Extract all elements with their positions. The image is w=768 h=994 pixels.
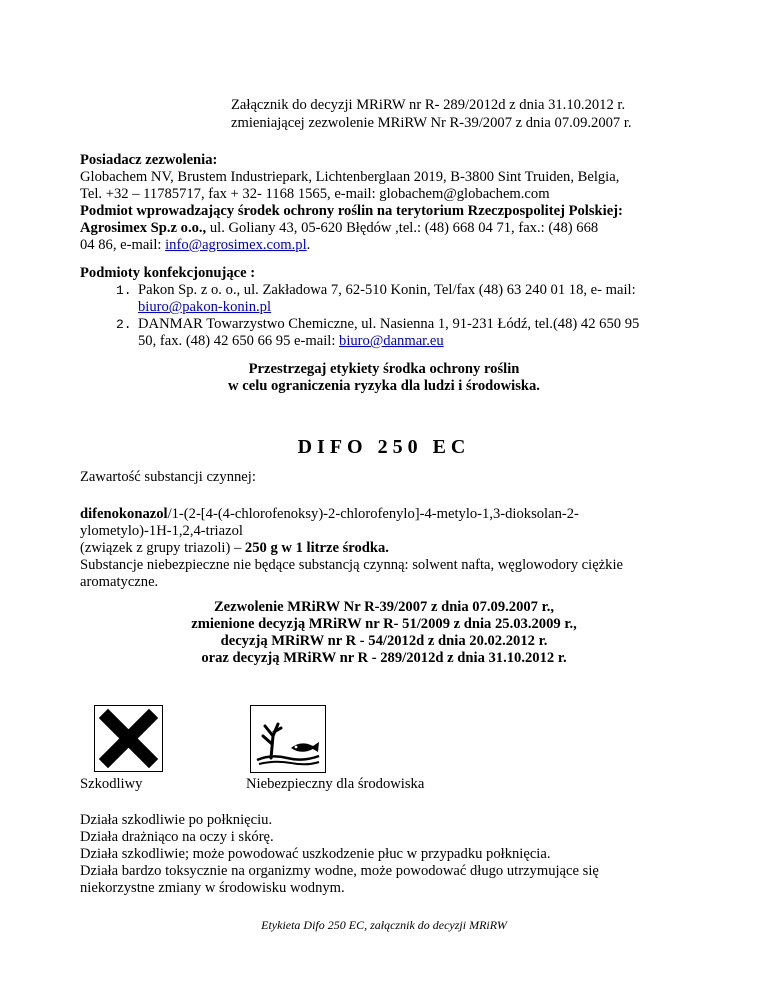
permit-line-1: Zezwolenie MRiRW Nr R-39/2007 z dnia 07.09.2007 r.,	[213, 599, 555, 615]
active-substance-amount: 250 g w 1 litrze środka.	[244, 540, 389, 556]
packager-1-email-link[interactable]: biuro@pakon-konin.pl	[138, 299, 272, 315]
header-line-2: zmieniającej zezwolenie MRiRW Nr R-39/2007 z dnia 07.09.2007 r.	[231, 115, 632, 131]
packager-2-contact	[138, 333, 444, 350]
hazard-statement: Działa bardzo toksycznie na organizmy wodne, może powodować długo utrzymujące się	[80, 863, 599, 879]
permit-line-4: oraz decyzją MRiRW nr R - 289/2012d z dnia 31.10.2012 r.	[201, 650, 567, 666]
hazardous-substances-line-2: aromatyczne.	[80, 574, 159, 590]
packager-1-email-line	[138, 299, 271, 316]
hazard-statement: Działa szkodliwie; może powodować uszkodzenie płuc w przypadku połknięcia.	[80, 846, 551, 862]
packager-2-number: 2.	[116, 317, 132, 332]
page-footer: Etykieta Difo 250 EC, załącznik do decyzji MRiRW	[261, 918, 507, 932]
harmful-label: Szkodliwy	[80, 776, 143, 792]
packager-2-fax: 50, fax. (48) 42 650 66 95 e-mail:	[138, 333, 340, 349]
active-substance-group-text: (związek z grupy triazoli) –	[80, 540, 245, 556]
harmful-x-icon	[94, 705, 163, 772]
importer-heading: Podmiot wprowadzający środek ochrony roślin na terytorium Rzeczpospolitej Polskiej:	[80, 203, 623, 219]
holder-contact: Tel. +32 – 11785717, fax + 32- 1168 1565, e-mail: globachem@globachem.com	[80, 186, 550, 202]
packager-1-number: 1.	[116, 283, 132, 298]
active-substance-formula: /1-(2-[4-(4-chlorofenoksy)-2-chlorofenylo]-4-metylo-1,3-dioksolan-2-	[167, 506, 579, 522]
importer-fax-tail: 04 86, e-mail:	[80, 237, 166, 253]
hazard-statement: niekorzystne zmiany w środowisku wodnym.	[80, 880, 345, 896]
environment-hazard-label: Niebezpieczny dla środowiska	[246, 776, 425, 792]
importer-line-2	[80, 237, 310, 254]
holder-heading: Posiadacz zezwolenia:	[80, 152, 218, 168]
holder-address: Globachem NV, Brustem Industriepark, Lichtenberglaan 2019, B-3800 Sint Truiden, Belgia,	[80, 169, 620, 185]
hazard-statement: Działa drażniąco na oczy i skórę.	[80, 829, 274, 845]
environment-hazard-icon	[250, 705, 326, 773]
packagers-heading: Podmioty konfekcjonujące :	[80, 265, 256, 281]
packager-2-email-link[interactable]: biuro@danmar.eu	[339, 333, 444, 349]
hazardous-substances-line-1: Substancje niebezpieczne nie będące substancją czynną: solwent nafta, węglowodory ciężkie	[80, 557, 623, 573]
importer-address: ul. Goliany 43, 05-620 Błędów ,tel.: (48) 668 04 71, fax.: (48) 668	[206, 220, 599, 236]
importer-email-link[interactable]: info@agrosimex.com.pl	[165, 237, 307, 253]
permit-line-3: decyzją MRiRW nr R - 54/2012d z dnia 20.02.2012 r.	[220, 633, 548, 649]
active-substance-group	[80, 540, 389, 557]
importer-line-end: .	[306, 237, 311, 253]
packager-2-address: DANMAR Towarzystwo Chemiczne, ul. Nasienna 1, 91-231 Łódź, tel.(48) 42 650 95	[138, 316, 640, 332]
header-line-1: Załącznik do decyzji MRiRW nr R- 289/2012d z dnia 31.10.2012 r.	[231, 97, 626, 113]
importer-line-1	[80, 220, 598, 237]
warning-line-2: w celu ograniczenia ryzyka dla ludzi i środowiska.	[228, 378, 540, 394]
active-substance-name: difenokonazol	[80, 506, 168, 522]
active-substance-line-1	[80, 506, 579, 523]
active-substance-formula-cont: ylometylo)-1H-1,2,4-triazol	[80, 523, 243, 539]
warning-line-1: Przestrzegaj etykiety środka ochrony roślin	[248, 361, 520, 377]
importer-name: Agrosimex Sp.z o.o.,	[80, 220, 207, 236]
permit-line-2: zmienione decyzją MRiRW nr R- 51/2009 z dnia 25.03.2009 r.,	[191, 616, 577, 632]
hazard-statement: Działa szkodliwie po połknięciu.	[80, 812, 273, 828]
active-substance-heading: Zawartość substancji czynnej:	[80, 469, 256, 485]
packager-1-address: Pakon Sp. z o. o., ul. Zakładowa 7, 62-510 Konin, Tel/fax (48) 63 240 01 18, e- mail:	[138, 282, 636, 298]
product-title: DIFO 250 EC	[297, 436, 471, 458]
